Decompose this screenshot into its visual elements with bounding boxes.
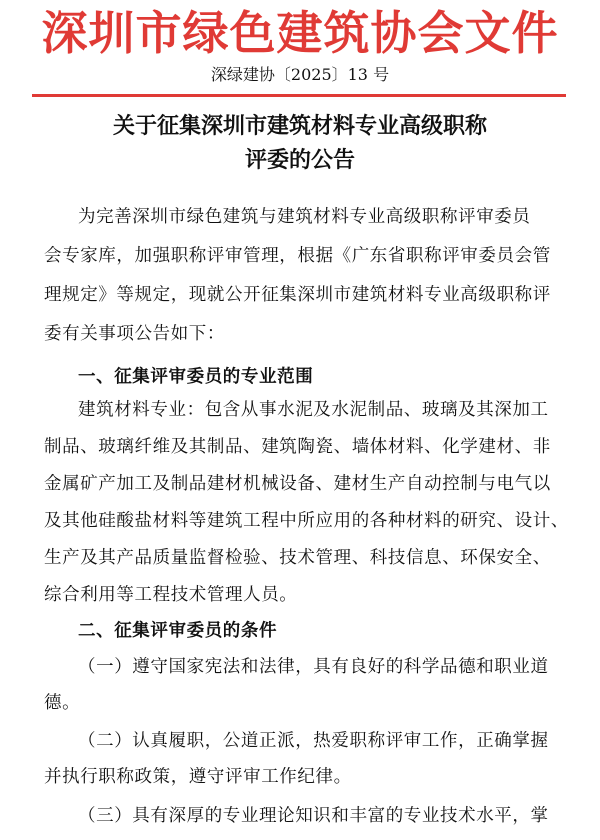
red-divider xyxy=(32,94,566,97)
doc-title-line-1: 关于征集深圳市建筑材料专业高级职称 xyxy=(112,114,487,139)
intro-line-1: 为完善深圳市绿色建筑与建筑材料专业高级职称评审委员 xyxy=(78,207,531,227)
section-2-item-2-line-1: （二）认真履职，公道正派，热爱职称评审工作，正确掌握 xyxy=(78,731,549,751)
intro-line-2: 会专家库，加强职称评审管理，根据《广东省职称评审委员会管 xyxy=(44,246,551,266)
doc-title-line-2: 评委的公告 xyxy=(244,148,355,173)
section-2-item-1-line-2: 德。 xyxy=(44,693,81,713)
section-1-line-1: 建筑材料专业：包含从事水泥及水泥制品、玻璃及其深加工 xyxy=(78,400,549,420)
section-2-item-1-line-1: （一）遵守国家宪法和法律，具有良好的科学品德和职业道 xyxy=(78,657,549,677)
section-1-line-3: 金属矿产加工及制品建材机械设备、建材生产自动控制与电气以 xyxy=(44,474,551,494)
intro-line-3: 理规定》等规定，现就公开征集深圳市建筑材料专业高级职称评 xyxy=(44,285,551,305)
section-2-item-2-line-2: 并执行职称政策，遵守评审工作纪律。 xyxy=(44,767,352,787)
section-2-heading: 二、征集评审委员的条件 xyxy=(78,621,278,641)
section-1-heading: 一、征集评审委员的专业范围 xyxy=(78,367,314,387)
section-1-line-4: 及其他硅酸盐材料等建筑工程中所应用的各种材料的研究、设计、 xyxy=(44,511,569,531)
section-2-item-3-line-1: （三）具有深厚的专业理论知识和丰富的专业技术水平，掌 xyxy=(78,806,549,826)
doc-number: 深绿建协〔2025〕13 号 xyxy=(210,65,390,84)
section-1-line-5: 生产及其产品质量监督检验、技术管理、科技信息、环保安全、 xyxy=(44,548,551,568)
section-1-line-2: 制品、玻璃纤维及其制品、建筑陶瓷、墙体材料、化学建材、非 xyxy=(44,437,551,457)
section-1-line-6: 综合利用等工程技术管理人员。 xyxy=(44,585,298,605)
org-header: 深圳市绿色建筑协会文件 xyxy=(41,6,559,60)
intro-line-4: 委有关事项公告如下： xyxy=(44,324,225,344)
